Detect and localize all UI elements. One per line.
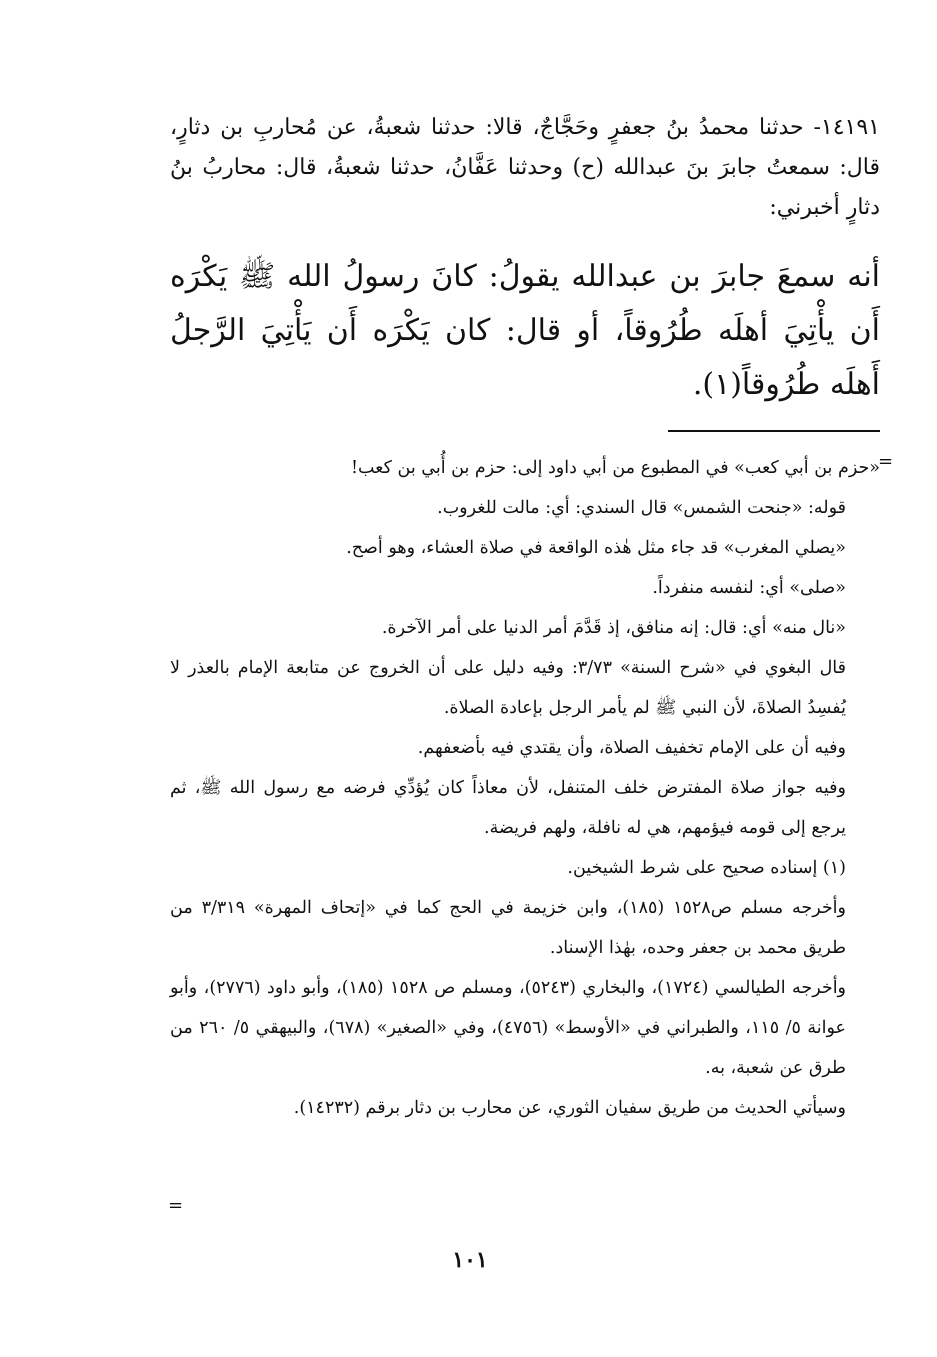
footnote-paragraph: وأخرجه الطيالسي (١٧٢٤)، والبخاري (٥٢٤٣)، ومسلم ص ١٥٢٨ (١٨٥)، وأبو داود (٢٧٧٦)، وأبو عوانة ٥/ ١١٥، والطبراني في «الأوسط» (٤٧٥٦)، وفي «الصغير» (٦٧٨)، والبيهقي ٥/ ٢٦٠ من طرق عن شعبة، به. (170, 978, 847, 1078)
footnote-paragraph: قال البغوي في «شرح السنة» ٣/٧٣: وفيه دليل على أن الخروج عن متابعة الإمام بالعذر لا يُفسِدُ الصلاةَ، لأن النبي ﷺ لم يأمر الرجل بإعادة الصلاة. (170, 658, 846, 718)
hadith-body (170, 250, 880, 412)
hadith-matn-text: أنه سمعَ جابرَ بن عبدالله يقولُ: كانَ رسولُ الله ﷺ يَكْرَه أَن يأْتِيَ أهلَه طُرُوقاً، أو قال: كان يَكْرَه أَن يَأْتِيَ الرَّجلُ أَهلَه طُرُوقاً(١). (170, 259, 880, 402)
footnote-separator-rule (668, 430, 880, 432)
hadith-chain-of-narration (170, 108, 880, 228)
footnotes-section (170, 448, 880, 1128)
footnote-paragraph: وفيه أن على الإمام تخفيف الصلاة، وأن يقتدي فيه بأضعفهم. (417, 738, 846, 758)
footnote-paragraph: وفيه جواز صلاة المفترض خلف المتنفل، لأن معاذاً كان يُؤدِّي فرضه مع رسول الله ﷺ، ثم يرجع إلى قومه فيؤمهم، هي له نافلة، ولهم فريضة. (170, 778, 846, 838)
footnote-number-one: (١) إسناده صحيح على شرط الشيخين. (567, 858, 846, 878)
footnote-paragraph: «يصلي المغرب» قد جاء مثل هٰذه الواقعة في صلاة العشاء، وهو أصح. (346, 538, 846, 558)
hadith-isnad-text: ١٤١٩١- حدثنا محمدُ بنُ جعفرٍ وحَجَّاجٌ، قالا: حدثنا شعبةُ، عن مُحاربِ بن دثارٍ، قال: سمعتُ جابرَ بنَ عبدالله (ح) وحدثنا عَفَّانُ، حدثنا شعبةُ، قال: محاربُ بنُ دثارٍ أخبرني: (170, 115, 880, 220)
footnote-paragraph: وسيأتي الحديث من طريق سفيان الثوري، عن محارب بن دثار برقم (١٤٢٣٢). (293, 1098, 846, 1118)
footnote-paragraph: «حزم بن أبي كعب» في المطبوع من أبي داود إلى: حزم بن أُبي بن كعب! (350, 458, 880, 478)
footnote-paragraph: «صلى» أي: لنفسه منفرداً. (652, 578, 846, 598)
continuation-mark-bottom: = (168, 1195, 184, 1216)
footnote-paragraph: «نال منه» أي: قال: إنه منافق، إذ قَدَّمَ أمر الدنيا على أمر الآخرة. (381, 618, 846, 638)
continuation-mark-top: = (878, 451, 894, 472)
page-number: ١٠١ (452, 1247, 488, 1273)
footnote-paragraph: قوله: «جنحت الشمس» قال السندي: أي: مالت للغروب. (437, 498, 846, 518)
footnote-paragraph: وأخرجه مسلم ص١٥٢٨ (١٨٥)، وابن خزيمة في الحج كما في «إتحاف المهرة» ٣/٣١٩ من طريق محمد بن جعفر وحده، بهٰذا الإسناد. (170, 898, 846, 958)
